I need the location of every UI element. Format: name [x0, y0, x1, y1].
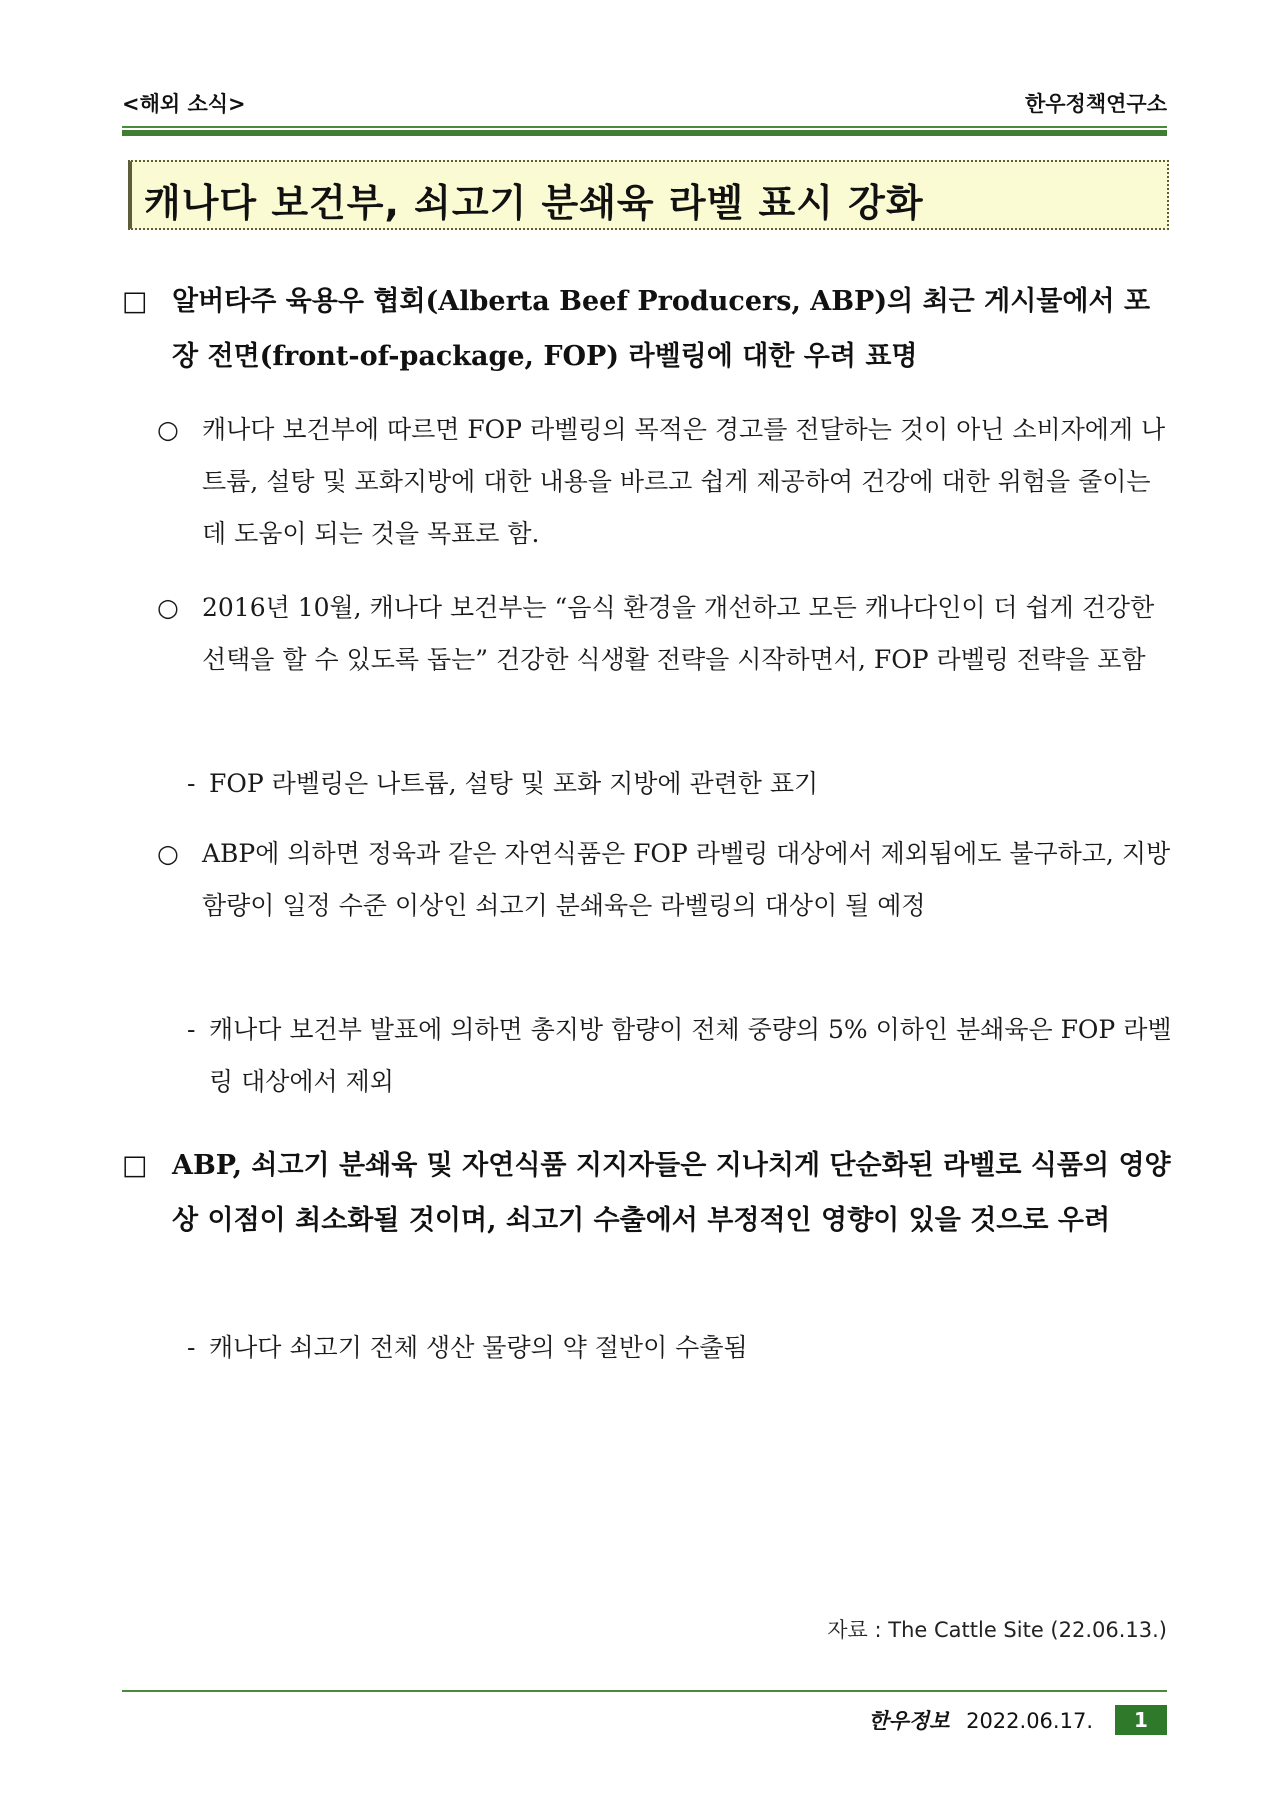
footer-rule	[122, 1690, 1167, 1692]
document-title: 캐나다 보건부, 쇠고기 분쇄육 라벨 표시 강화	[144, 181, 924, 225]
circle-bullet-icon: ○	[157, 839, 179, 868]
square-bullet-icon: □	[122, 1150, 148, 1181]
publication-name: 한우정보	[868, 1709, 950, 1733]
dash-bullet-icon: -	[187, 769, 196, 798]
title-box	[128, 160, 1169, 230]
dash-bullet-icon: -	[187, 1333, 196, 1362]
publication-date: 2022.06.17.	[966, 1709, 1093, 1733]
main-bullet-text: ABP, 쇠고기 분쇄육 및 자연식품 지지자들은 지나치게 단순화된 라벨로 식품의 영양상 이점이 최소화될 것이며, 쇠고기 수출에서 부정적인 영향이 있을 것으로 우려	[172, 1150, 1171, 1236]
dash-bullet-icon: -	[187, 1015, 196, 1044]
footer-publication	[868, 1705, 1093, 1735]
square-bullet-icon: □	[122, 286, 148, 317]
dash-bullet-text: 캐나다 쇠고기 전체 생산 물량의 약 절반이 수출됨	[209, 1333, 748, 1362]
circle-bullet-icon: ○	[157, 593, 179, 622]
organization-name: 한우정책연구소	[1024, 92, 1167, 116]
page-header	[122, 88, 1167, 124]
page-number: 1	[1115, 1705, 1167, 1735]
sub-bullet-text: 2016년 10월, 캐나다 보건부는 “음식 환경을 개선하고 모든 캐나다인이 더 쉽게 건강한 선택을 할 수 있도록 돕는” 건강한 식생활 전략을 시작하면서, FOP 라벨링 전략을 포함	[202, 593, 1155, 674]
header-rule-thick	[122, 130, 1167, 136]
source-citation: 자료 : The Cattle Site (22.06.13.)	[827, 1618, 1167, 1642]
page-footer	[122, 1705, 1167, 1737]
sub-bullet-text: 캐나다 보건부에 따르면 FOP 라벨링의 목적은 경고를 전달하는 것이 아닌 소비자에게 나트륨, 설탕 및 포화지방에 대한 내용을 바르고 쉽게 제공하여 건강에 대한 위험을 줄이는 데 도움이 되는 것을 목표로 함.	[202, 415, 1166, 548]
header-rule-thin	[122, 126, 1167, 128]
section-label: <해외 소식>	[122, 92, 246, 116]
dash-bullet-text: FOP 라벨링은 나트륨, 설탕 및 포화 지방에 관련한 표기	[209, 769, 819, 798]
circle-bullet-icon: ○	[157, 415, 179, 444]
sub-bullet-text: ABP에 의하면 정육과 같은 자연식품은 FOP 라벨링 대상에서 제외됨에도 불구하고, 지방 함량이 일정 수준 이상인 쇠고기 분쇄육은 라벨링의 대상이 될 예정	[202, 839, 1171, 920]
main-bullet-text: 알버타주 육용우 협회(Alberta Beef Producers, ABP)의 최근 게시물에서 포장 전면(front-of-package, FOP) 라벨링에 대한 우려 표명	[172, 286, 1151, 372]
dash-bullet-text: 캐나다 보건부 발표에 의하면 총지방 함량이 전체 중량의 5% 이하인 분쇄육은 FOP 라벨링 대상에서 제외	[209, 1015, 1172, 1096]
